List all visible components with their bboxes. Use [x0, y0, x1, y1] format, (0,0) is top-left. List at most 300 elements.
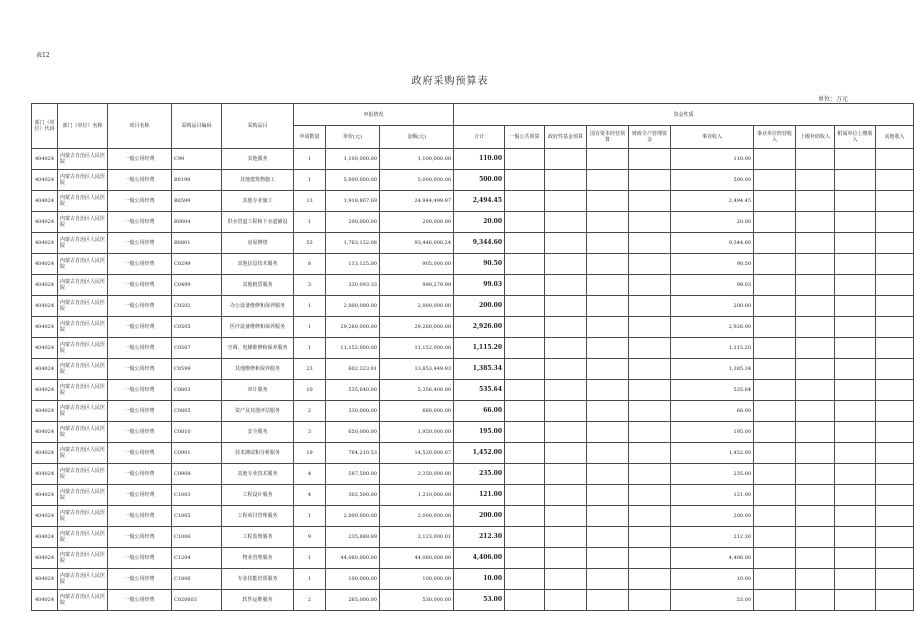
special-account-cell: [629, 506, 671, 527]
dept-name-cell: 内蒙古自治区人民医院: [58, 338, 108, 359]
operating-income-cell: [754, 149, 796, 170]
superior-subsidy-cell: [796, 317, 835, 338]
subordinate-income-cell: [835, 359, 876, 380]
general-budget-cell: [505, 275, 545, 296]
amount-cell: 24,944,499.97: [380, 191, 454, 212]
project-name-cell: 一般公用经费: [108, 380, 172, 401]
gov-fund-cell: [545, 275, 587, 296]
catalog-code-cell: C0908: [172, 464, 222, 485]
dept-code-cell: 404024: [32, 338, 58, 359]
business-income-cell: 2,494.45: [671, 191, 754, 212]
state-capital-cell: [587, 317, 629, 338]
operating-income-cell: [754, 422, 796, 443]
header-superior-subsidy: 上级补助收入: [796, 126, 835, 149]
gov-fund-cell: [545, 506, 587, 527]
state-capital-cell: [587, 170, 629, 191]
quantity-cell: 1: [294, 296, 326, 317]
superior-subsidy-cell: [796, 275, 835, 296]
dept-code-cell: 404024: [32, 170, 58, 191]
superior-subsidy-cell: [796, 191, 835, 212]
state-capital-cell: [587, 485, 629, 506]
total-cell: 9,344.60: [454, 233, 505, 254]
special-account-cell: [629, 170, 671, 191]
subordinate-income-cell: [835, 506, 876, 527]
total-cell: 53.00: [454, 590, 505, 611]
gov-fund-cell: [545, 359, 587, 380]
table-row: [32, 401, 914, 422]
unit-price-cell: 1,918,807.69: [326, 191, 380, 212]
operating-income-cell: [754, 548, 796, 569]
gov-fund-cell: [545, 191, 587, 212]
quantity-cell: 3: [294, 275, 326, 296]
dept-code-cell: 404024: [32, 254, 58, 275]
other-income-cell: [876, 569, 914, 590]
subordinate-income-cell: [835, 401, 876, 422]
special-account-cell: [629, 485, 671, 506]
other-income-cell: [876, 149, 914, 170]
operating-income-cell: [754, 359, 796, 380]
table-row: [32, 296, 914, 317]
operating-income-cell: [754, 212, 796, 233]
unit-price-cell: 11,152,000.00: [326, 338, 380, 359]
quantity-cell: 2: [294, 401, 326, 422]
catalog-item-cell: 供水管道工程和下水道铺设: [222, 212, 294, 233]
catalog-item-cell: 审计服务: [222, 380, 294, 401]
dept-name-cell: 内蒙古自治区人民医院: [58, 317, 108, 338]
dept-name-cell: 内蒙古自治区人民医院: [58, 212, 108, 233]
amount-cell: 13,853,449.93: [380, 359, 454, 380]
quantity-cell: 1: [294, 569, 326, 590]
state-capital-cell: [587, 359, 629, 380]
catalog-code-cell: C1003: [172, 485, 222, 506]
total-cell: 121.00: [454, 485, 505, 506]
operating-income-cell: [754, 380, 796, 401]
operating-income-cell: [754, 317, 796, 338]
table-row: [32, 548, 914, 569]
header-declaration: 申报情况: [294, 104, 454, 126]
unit-price-cell: 2,000,000.00: [326, 296, 380, 317]
other-income-cell: [876, 170, 914, 191]
gov-fund-cell: [545, 233, 587, 254]
special-account-cell: [629, 254, 671, 275]
catalog-item-cell: 工程项目管理服务: [222, 506, 294, 527]
table-row: [32, 317, 914, 338]
other-income-cell: [876, 191, 914, 212]
subordinate-income-cell: [835, 338, 876, 359]
catalog-item-cell: 专业技能培训服务: [222, 569, 294, 590]
dept-code-cell: 404024: [32, 191, 58, 212]
operating-income-cell: [754, 527, 796, 548]
table-row: [32, 149, 914, 170]
gov-fund-cell: [545, 443, 587, 464]
quantity-cell: 8: [294, 254, 326, 275]
amount-cell: 530,000.00: [380, 590, 454, 611]
superior-subsidy-cell: [796, 506, 835, 527]
gov-fund-cell: [545, 170, 587, 191]
other-income-cell: [876, 254, 914, 275]
quantity-cell: 2: [294, 590, 326, 611]
general-budget-cell: [505, 338, 545, 359]
catalog-item-cell: 其他建筑物施工: [222, 170, 294, 191]
other-income-cell: [876, 212, 914, 233]
header-general-budget: 一般公共预算: [505, 126, 545, 149]
operating-income-cell: [754, 275, 796, 296]
unit-price-cell: 764,210.53: [326, 443, 380, 464]
table-row: [32, 590, 914, 611]
subordinate-income-cell: [835, 170, 876, 191]
other-income-cell: [876, 338, 914, 359]
subordinate-income-cell: [835, 296, 876, 317]
total-cell: 2,494.45: [454, 191, 505, 212]
subordinate-income-cell: [835, 212, 876, 233]
business-income-cell: 4,406.00: [671, 548, 754, 569]
catalog-code-cell: C0803: [172, 380, 222, 401]
special-account-cell: [629, 380, 671, 401]
dept-name-cell: 内蒙古自治区人民医院: [58, 527, 108, 548]
superior-subsidy-cell: [796, 296, 835, 317]
catalog-code-cell: B0599: [172, 191, 222, 212]
catalog-item-cell: 物业管理服务: [222, 548, 294, 569]
amount-cell: 29,260,000.00: [380, 317, 454, 338]
project-name-cell: 一般公用经费: [108, 590, 172, 611]
subordinate-income-cell: [835, 569, 876, 590]
state-capital-cell: [587, 527, 629, 548]
dept-name-cell: 内蒙古自治区人民医院: [58, 296, 108, 317]
catalog-item-cell: 工程设计服务: [222, 485, 294, 506]
catalog-item-cell: 医疗设备维修和保养服务: [222, 317, 294, 338]
operating-income-cell: [754, 485, 796, 506]
gov-fund-cell: [545, 569, 587, 590]
table-row: [32, 569, 914, 590]
quantity-cell: 19: [294, 443, 326, 464]
operating-income-cell: [754, 338, 796, 359]
table-row: [32, 275, 914, 296]
unit-label: 单位：万元: [817, 96, 848, 103]
dept-code-cell: 404024: [32, 527, 58, 548]
gov-fund-cell: [545, 527, 587, 548]
catalog-item-cell: 办公设备维修和保养服务: [222, 296, 294, 317]
catalog-code-cell: C1006: [172, 527, 222, 548]
special-account-cell: [629, 191, 671, 212]
dept-code-cell: 404024: [32, 380, 58, 401]
other-income-cell: [876, 422, 914, 443]
state-capital-cell: [587, 401, 629, 422]
subordinate-income-cell: [835, 233, 876, 254]
dept-code-cell: 404024: [32, 275, 58, 296]
state-capital-cell: [587, 212, 629, 233]
operating-income-cell: [754, 590, 796, 611]
gov-fund-cell: [545, 485, 587, 506]
total-cell: 195.00: [454, 422, 505, 443]
amount-cell: 14,520,000.07: [380, 443, 454, 464]
catalog-code-cell: C0499: [172, 275, 222, 296]
general-budget-cell: [505, 254, 545, 275]
superior-subsidy-cell: [796, 590, 835, 611]
table-row: [32, 506, 914, 527]
state-capital-cell: [587, 443, 629, 464]
unit-price-cell: 650,000.00: [326, 422, 380, 443]
dept-name-cell: 内蒙古自治区人民医院: [58, 506, 108, 527]
operating-income-cell: [754, 233, 796, 254]
general-budget-cell: [505, 569, 545, 590]
dept-name-cell: 内蒙古自治区人民医院: [58, 170, 108, 191]
project-name-cell: 一般公用经费: [108, 569, 172, 590]
amount-cell: 2,000,000.00: [380, 296, 454, 317]
total-cell: 1,385.34: [454, 359, 505, 380]
general-budget-cell: [505, 401, 545, 422]
table-row: [32, 191, 914, 212]
operating-income-cell: [754, 401, 796, 422]
business-income-cell: 90.50: [671, 254, 754, 275]
other-income-cell: [876, 359, 914, 380]
total-cell: 212.30: [454, 527, 505, 548]
operating-income-cell: [754, 191, 796, 212]
subordinate-income-cell: [835, 590, 876, 611]
general-budget-cell: [505, 380, 545, 401]
catalog-item-cell: 软件运维服务: [222, 590, 294, 611]
catalog-code-cell: C1806: [172, 569, 222, 590]
dept-name-cell: 内蒙古自治区人民医院: [58, 485, 108, 506]
quantity-cell: 1: [294, 317, 326, 338]
total-cell: 99.03: [454, 275, 505, 296]
project-name-cell: 一般公用经费: [108, 170, 172, 191]
superior-subsidy-cell: [796, 380, 835, 401]
table-row: [32, 485, 914, 506]
catalog-item-cell: 房屋修缮: [222, 233, 294, 254]
project-name-cell: 一般公用经费: [108, 149, 172, 170]
unit-price-cell: 330,000.00: [326, 401, 380, 422]
dept-code-cell: 404024: [32, 212, 58, 233]
other-income-cell: [876, 548, 914, 569]
catalog-item-cell: 空调、电梯维修和保养服务: [222, 338, 294, 359]
subordinate-income-cell: [835, 254, 876, 275]
superior-subsidy-cell: [796, 359, 835, 380]
gov-fund-cell: [545, 338, 587, 359]
total-cell: 10.00: [454, 569, 505, 590]
business-income-cell: 1,115.20: [671, 338, 754, 359]
general-budget-cell: [505, 212, 545, 233]
dept-code-cell: 404024: [32, 506, 58, 527]
superior-subsidy-cell: [796, 485, 835, 506]
catalog-code-cell: C0507: [172, 338, 222, 359]
general-budget-cell: [505, 170, 545, 191]
catalog-item-cell: 其他租赁服务: [222, 275, 294, 296]
dept-code-cell: 404024: [32, 464, 58, 485]
operating-income-cell: [754, 254, 796, 275]
gov-fund-cell: [545, 590, 587, 611]
project-name-cell: 一般公用经费: [108, 422, 172, 443]
special-account-cell: [629, 569, 671, 590]
catalog-code-cell: B0801: [172, 233, 222, 254]
total-cell: 66.00: [454, 401, 505, 422]
superior-subsidy-cell: [796, 464, 835, 485]
header-total: 合计: [454, 126, 505, 149]
dept-name-cell: 内蒙古自治区人民医院: [58, 464, 108, 485]
operating-income-cell: [754, 569, 796, 590]
project-name-cell: 一般公用经费: [108, 233, 172, 254]
unit-price-cell: 602,323.91: [326, 359, 380, 380]
catalog-item-cell: 资产及其他评估服务: [222, 401, 294, 422]
subordinate-income-cell: [835, 191, 876, 212]
table-row: [32, 170, 914, 191]
subordinate-income-cell: [835, 443, 876, 464]
quantity-cell: 53: [294, 233, 326, 254]
header-dept-code: 部门（单位）代码: [32, 104, 58, 149]
special-account-cell: [629, 212, 671, 233]
superior-subsidy-cell: [796, 569, 835, 590]
table-row: [32, 254, 914, 275]
catalog-code-cell: C020603: [172, 590, 222, 611]
other-income-cell: [876, 464, 914, 485]
special-account-cell: [629, 464, 671, 485]
amount-cell: 2,350,000.00: [380, 464, 454, 485]
business-income-cell: 200.00: [671, 296, 754, 317]
dept-code-cell: 404024: [32, 569, 58, 590]
total-cell: 4,406.00: [454, 548, 505, 569]
project-name-cell: 一般公用经费: [108, 317, 172, 338]
other-income-cell: [876, 296, 914, 317]
dept-code-cell: 404024: [32, 422, 58, 443]
header-unit-price: 单价(元): [326, 126, 380, 149]
state-capital-cell: [587, 191, 629, 212]
general-budget-cell: [505, 527, 545, 548]
dept-name-cell: 内蒙古自治区人民医院: [58, 254, 108, 275]
business-income-cell: 10.00: [671, 569, 754, 590]
page-title: 政府采购预算表: [411, 76, 489, 87]
operating-income-cell: [754, 443, 796, 464]
dept-name-cell: 内蒙古自治区人民医院: [58, 380, 108, 401]
amount-cell: 1,210,000.00: [380, 485, 454, 506]
unit-price-cell: 330,093.33: [326, 275, 380, 296]
header-other-income: 其他收入: [876, 126, 914, 149]
unit-price-cell: 100,000.00: [326, 569, 380, 590]
catalog-code-cell: C0299: [172, 254, 222, 275]
table-row: [32, 422, 914, 443]
business-income-cell: 66.00: [671, 401, 754, 422]
superior-subsidy-cell: [796, 170, 835, 191]
unit-price-cell: 44,060,000.00: [326, 548, 380, 569]
quantity-cell: 4: [294, 485, 326, 506]
subordinate-income-cell: [835, 485, 876, 506]
amount-cell: 11,152,000.00: [380, 338, 454, 359]
subordinate-income-cell: [835, 464, 876, 485]
total-cell: 2,926.00: [454, 317, 505, 338]
general-budget-cell: [505, 422, 545, 443]
table-row: [32, 233, 914, 254]
quantity-cell: 1: [294, 548, 326, 569]
business-income-cell: 1,452.00: [671, 443, 754, 464]
superior-subsidy-cell: [796, 254, 835, 275]
superior-subsidy-cell: [796, 233, 835, 254]
catalog-code-cell: C0505: [172, 317, 222, 338]
other-income-cell: [876, 275, 914, 296]
general-budget-cell: [505, 443, 545, 464]
state-capital-cell: [587, 464, 629, 485]
operating-income-cell: [754, 506, 796, 527]
catalog-item-cell: 其他专业技术服务: [222, 464, 294, 485]
project-name-cell: 一般公用经费: [108, 254, 172, 275]
total-cell: 535.64: [454, 380, 505, 401]
table-row: [32, 443, 914, 464]
special-account-cell: [629, 401, 671, 422]
amount-cell: 2,123,000.01: [380, 527, 454, 548]
catalog-code-cell: C0805: [172, 401, 222, 422]
quantity-cell: 9: [294, 527, 326, 548]
superior-subsidy-cell: [796, 212, 835, 233]
general-budget-cell: [505, 233, 545, 254]
catalog-code-cell: C1005: [172, 506, 222, 527]
other-income-cell: [876, 506, 914, 527]
business-income-cell: 121.00: [671, 485, 754, 506]
general-budget-cell: [505, 485, 545, 506]
special-account-cell: [629, 275, 671, 296]
project-name-cell: 一般公用经费: [108, 485, 172, 506]
dept-code-cell: 404024: [32, 317, 58, 338]
business-income-cell: 235.00: [671, 464, 754, 485]
project-name-cell: 一般公用经费: [108, 296, 172, 317]
header-business-income: 事业收入: [671, 126, 754, 149]
business-income-cell: 200.00: [671, 506, 754, 527]
dept-name-cell: 内蒙古自治区人民医院: [58, 548, 108, 569]
state-capital-cell: [587, 338, 629, 359]
catalog-code-cell: C0599: [172, 359, 222, 380]
quantity-cell: 10: [294, 380, 326, 401]
unit-price-cell: 1,763,132.08: [326, 233, 380, 254]
catalog-item-cell: 工程监理服务: [222, 527, 294, 548]
catalog-item-cell: 安全服务: [222, 422, 294, 443]
table-row: [32, 380, 914, 401]
subordinate-income-cell: [835, 422, 876, 443]
project-name-cell: 一般公用经费: [108, 212, 172, 233]
general-budget-cell: [505, 548, 545, 569]
business-income-cell: 53.00: [671, 590, 754, 611]
unit-price-cell: 235,888.89: [326, 527, 380, 548]
total-cell: 1,452.00: [454, 443, 505, 464]
dept-code-cell: 404024: [32, 149, 58, 170]
gov-fund-cell: [545, 149, 587, 170]
unit-price-cell: 5,000,000.00: [326, 170, 380, 191]
unit-price-cell: 2,000,000.00: [326, 506, 380, 527]
quantity-cell: 1: [294, 506, 326, 527]
subordinate-income-cell: [835, 149, 876, 170]
dept-name-cell: 内蒙古自治区人民医院: [58, 149, 108, 170]
special-account-cell: [629, 548, 671, 569]
project-name-cell: 一般公用经费: [108, 443, 172, 464]
state-capital-cell: [587, 548, 629, 569]
subordinate-income-cell: [835, 527, 876, 548]
gov-fund-cell: [545, 548, 587, 569]
amount-cell: 100,000.00: [380, 569, 454, 590]
project-name-cell: 一般公用经费: [108, 191, 172, 212]
header-catalog-item: 采购品目: [222, 104, 294, 149]
superior-subsidy-cell: [796, 548, 835, 569]
dept-name-cell: 内蒙古自治区人民医院: [58, 569, 108, 590]
subordinate-income-cell: [835, 275, 876, 296]
catalog-code-cell: B0604: [172, 212, 222, 233]
dept-code-cell: 404024: [32, 233, 58, 254]
state-capital-cell: [587, 149, 629, 170]
quantity-cell: 23: [294, 359, 326, 380]
total-cell: 200.00: [454, 296, 505, 317]
dept-name-cell: 内蒙古自治区人民医院: [58, 191, 108, 212]
general-budget-cell: [505, 590, 545, 611]
header-funding-nature: 资金性质: [454, 104, 914, 126]
table-row: [32, 527, 914, 548]
total-cell: 1,115.20: [454, 338, 505, 359]
state-capital-cell: [587, 296, 629, 317]
catalog-item-cell: 其他信息技术服务: [222, 254, 294, 275]
superior-subsidy-cell: [796, 422, 835, 443]
